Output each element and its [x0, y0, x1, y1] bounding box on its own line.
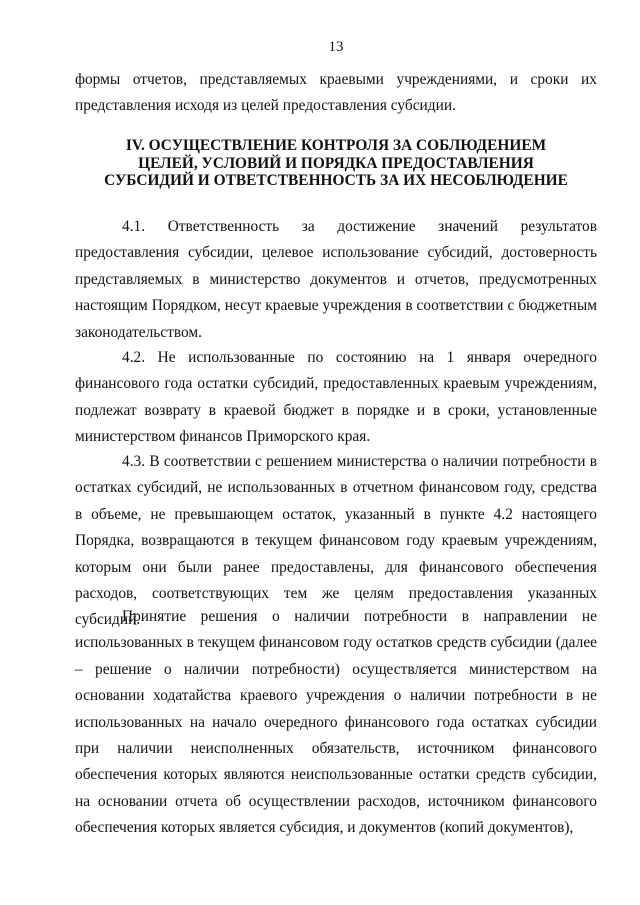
- page-number: 13: [328, 39, 344, 55]
- paragraph-4-3: 4.3. В соответствии с решением министерства о наличии потребности в остатках субсидий, не использованных в отчетном финансовом году, средства в объеме, не превышающем остаток, указанный в пункте 4.2 настоящего Порядка, возвращаются в текущем финансовом году краевым учреждениям, которым они были ранее предоставлены, для финансового обеспечения расходов, соответствующих тем же целям предоставления указанных субсидий.: [75, 453, 597, 629]
- section-heading-line-1: IV. ОСУЩЕСТВЛЕНИЕ КОНТРОЛЯ ЗА СОБЛЮДЕНИЕМ: [125, 137, 547, 154]
- section-heading-line-2: ЦЕЛЕЙ, УСЛОВИЙ И ПОРЯДКА ПРЕДОСТАВЛЕНИЯ: [138, 154, 534, 172]
- paragraph-4-2: 4.2. Не использованные по состоянию на 1 января очередного финансового года остатки субсидий, предоставленных краевым учреждениям, подлежат возврату в краевой бюджет в порядке и в сроки, установленные министерством финансов Приморского края.: [75, 349, 597, 446]
- section-heading: [75, 137, 597, 190]
- continuation-paragraph: формы отчетов, представляемых краевыми учреждениями, и сроки их представления исходя из целей предоставления субсидии.: [75, 71, 597, 115]
- section-heading-line-3: СУБСИДИЙ И ОТВЕТСТВЕННОСТЬ ЗА ИХ НЕСОБЛЮДЕНИЕ: [104, 172, 568, 189]
- paragraph-4-1: 4.1. Ответственность за достижение значений результатов предоставления субсидии, целевое использование субсидий, достоверность представляемых в министерство документов и отчетов, предусмотренных настоящим Порядком, несут краевые учреждения в соответствии с бюджетным законодательством.: [75, 218, 597, 341]
- paragraph-decision: Принятие решения о наличии потребности в направлении не использованных в текущем финансовом году остатков средств субсидии (далее – решение о наличии потребности) осуществляется министерством на основании ходатайства краевого учреждения о наличии потребности в не использованных на начало очередного финансового года остатках субсидии при наличии неисполненных обязательств, источником финансового обеспечения которых являются неиспользованные остатки средств субсидии, на основании отчета об осуществлении расходов, источником финансового обеспечения которых является субсидия, и документов (копий документов),: [75, 608, 597, 837]
